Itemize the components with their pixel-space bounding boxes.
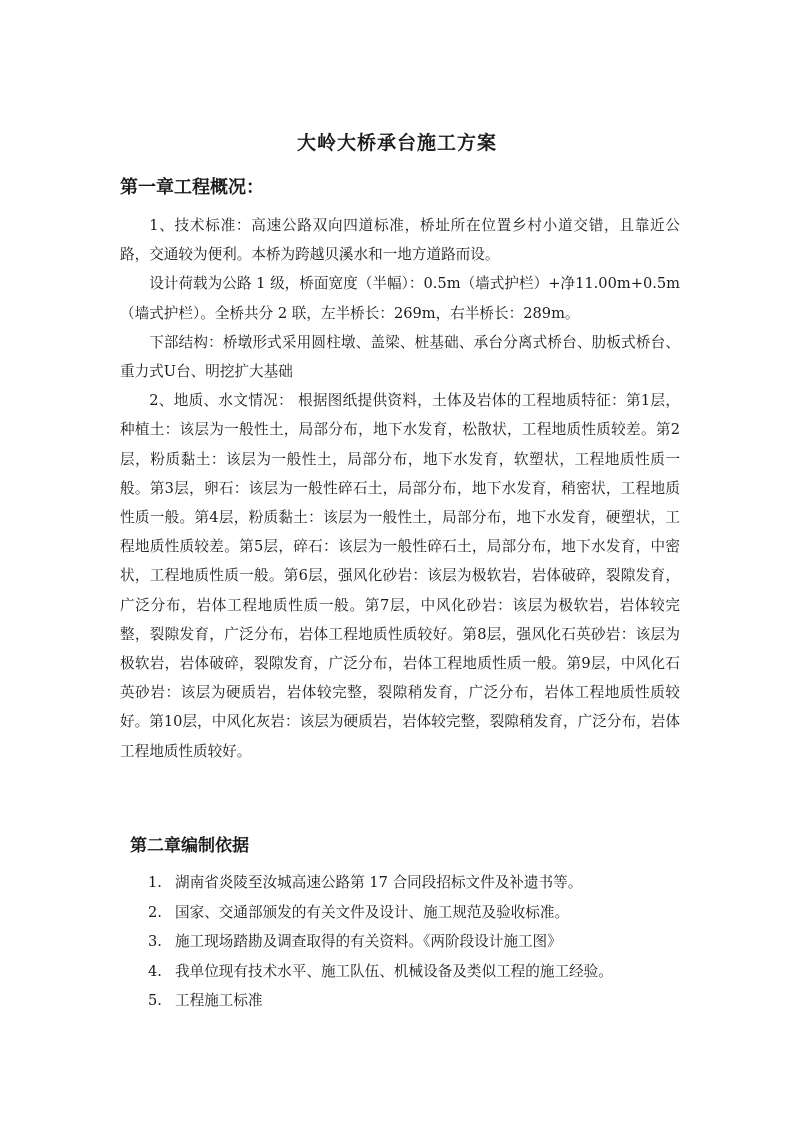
list-item-number: 5. — [148, 992, 162, 1009]
list-item — [148, 986, 708, 1016]
list-item-text: 工程施工标准 — [175, 992, 263, 1009]
paragraph-substructure: 下部结构：桥墩形式采用圆柱墩、盖梁、桩基础、承台分离式桥台、肋板式桥台、重力式U台、明挖扩大基础 — [120, 333, 680, 381]
list-item — [148, 898, 708, 928]
list-item — [148, 868, 708, 898]
paragraph-technical-standard: 1、技术标准：高速公路双向四道标准，桥址所在位置乡村小道交错，且靠近公路，交通较为便利。本桥为跨越贝溪水和一地方道路而设。 — [120, 217, 680, 264]
list-item-text: 国家、交通部颁发的有关文件及设计、施工规范及验收标准。 — [175, 903, 570, 921]
chapter-1-heading: 第一章工程概况： — [120, 177, 264, 198]
list-item-text: 施工现场踏勘及调查取得的有关资料。《两阶段设计施工图》 — [175, 933, 562, 950]
basis-list — [148, 868, 708, 1016]
chapter-1-body — [120, 211, 680, 766]
list-item-number: 3. — [148, 933, 162, 950]
list-item — [148, 957, 708, 987]
paragraph-design-load: 设计荷载为公路 1 级，桥面宽度（半幅）：0.5m（墙式护栏）+净11.00m+0.5m（墙式护栏）。全桥共分 2 联，左半桥长：269m，右半桥长：289m。 — [120, 275, 680, 322]
list-item — [148, 927, 708, 957]
list-item-number: 1. — [148, 874, 162, 891]
list-item-text: 我单位现有技术水平、施工队伍、机械设备及类似工程的施工经验。 — [175, 962, 613, 980]
list-item-number: 2. — [148, 903, 162, 921]
list-item-text: 湖南省炎陵至汝城高速公路第 17 合同段招标文件及补遗书等。 — [175, 874, 583, 891]
document-title: 大岭大桥承台施工方案 — [296, 132, 497, 154]
list-item-number: 4. — [148, 962, 162, 980]
chapter-2-heading: 第二章编制依据 — [130, 836, 249, 856]
paragraph-geology-hydrology: 2、地质、水文情况： 根据图纸提供资料，土体及岩体的工程地质特征：第1层，种植土：该层为一般性土，局部分布，地下水发育，松散状，工程地质性质较差。第2层，粉质黏土：该层为一般性土，局部分布，地下水发育，软塑状，工程地质性质一般。第3层，卵石：该层为一般性碎石土，局部分布，地下水发育，稍密状，工程地质性质一般。第4层，粉质黏土：该层为一般性土，局部分布，地下水发育，硬塑状，工程地质性质较差。第5层，碎石：该层为一般性碎石土，局部分布，地下水发育，中密状，工程地质性质一般。第6层，强风化砂岩：该层为极软岩，岩体破碎，裂隙发育，广泛分布，岩体工程地质性质一般。第7层，中风化砂岩：该层为极软岩，岩体较完整，裂隙发育，广泛分布，岩体工程地质性质较好。第8层，强风化石英砂岩：该层为极软岩，岩体破碎，裂隙发育，广泛分布，岩体工程地质性质一般。第9层，中风化石英砂岩：该层为硬质岩，岩体较完整，裂隙稍发育，广泛分布，岩体工程地质性质较好。第10层，中风化灰岩：该层为硬质岩，岩体较完整，裂隙稍发育，广泛分布，岩体工程地质性质较好。 — [120, 392, 680, 760]
